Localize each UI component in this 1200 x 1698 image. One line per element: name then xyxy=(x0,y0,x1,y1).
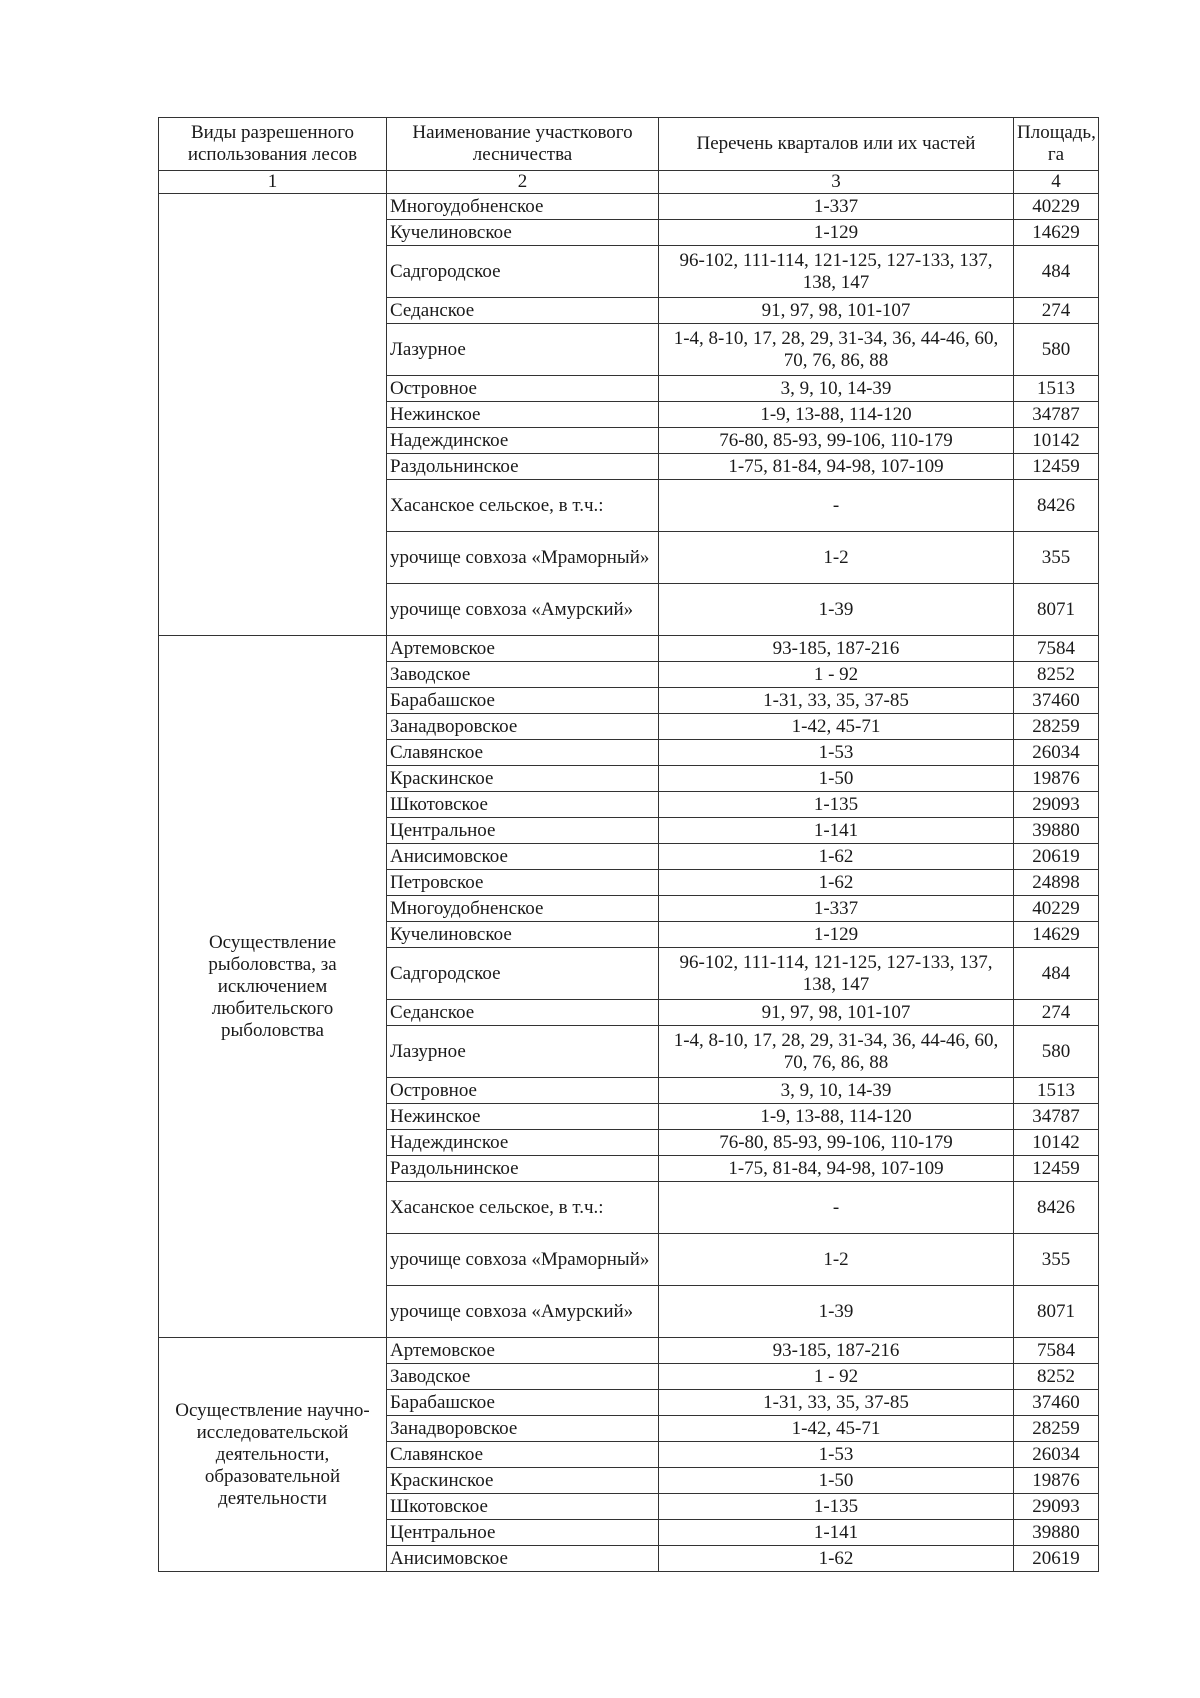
area-cell: 19876 xyxy=(1014,1468,1099,1494)
forestry-name-cell: Заводское xyxy=(387,1364,659,1390)
area-cell: 8252 xyxy=(1014,1364,1099,1390)
area-cell: 1513 xyxy=(1014,1078,1099,1104)
quarters-cell: 1-75, 81-84, 94-98, 107-109 xyxy=(659,454,1014,480)
area-cell: 26034 xyxy=(1014,740,1099,766)
area-cell: 37460 xyxy=(1014,688,1099,714)
area-cell: 7584 xyxy=(1014,1338,1099,1364)
quarters-cell: 1-4, 8-10, 17, 28, 29, 31-34, 36, 44-46, 60, 70, 76, 86, 88 xyxy=(659,324,1014,376)
quarters-cell: 1-62 xyxy=(659,844,1014,870)
quarters-cell: 93-185, 187-216 xyxy=(659,636,1014,662)
area-cell: 8426 xyxy=(1014,1182,1099,1234)
column-number: 1 xyxy=(159,171,387,194)
table-body xyxy=(159,194,1099,1572)
area-cell: 355 xyxy=(1014,1234,1099,1286)
forestry-name-cell: Многоудобненское xyxy=(387,194,659,220)
forestry-name-cell: Петровское xyxy=(387,870,659,896)
area-cell: 20619 xyxy=(1014,844,1099,870)
quarters-cell: - xyxy=(659,480,1014,532)
column-number: 3 xyxy=(659,171,1014,194)
area-cell: 39880 xyxy=(1014,1520,1099,1546)
area-cell: 24898 xyxy=(1014,870,1099,896)
area-cell: 8071 xyxy=(1014,584,1099,636)
area-cell: 1513 xyxy=(1014,376,1099,402)
forestry-name-cell: Надеждинское xyxy=(387,428,659,454)
area-cell: 14629 xyxy=(1014,220,1099,246)
area-cell: 274 xyxy=(1014,1000,1099,1026)
usage-type-cell xyxy=(159,194,387,636)
area-cell: 8426 xyxy=(1014,480,1099,532)
forestry-name-cell: Артемовское xyxy=(387,636,659,662)
quarters-cell: 3, 9, 10, 14-39 xyxy=(659,1078,1014,1104)
quarters-cell: 1-53 xyxy=(659,1442,1014,1468)
quarters-cell: 1-31, 33, 35, 37-85 xyxy=(659,688,1014,714)
area-cell: 484 xyxy=(1014,246,1099,298)
usage-type-cell: Осуществление рыболовства, за исключением любительского рыболовства xyxy=(159,636,387,1338)
area-cell: 40229 xyxy=(1014,194,1099,220)
header-area: Площадь, га xyxy=(1014,118,1099,171)
forestry-name-cell: Анисимовское xyxy=(387,844,659,870)
quarters-cell: 3, 9, 10, 14-39 xyxy=(659,376,1014,402)
area-cell: 8252 xyxy=(1014,662,1099,688)
forestry-name-cell: Раздольнинское xyxy=(387,454,659,480)
area-cell: 355 xyxy=(1014,532,1099,584)
area-cell: 34787 xyxy=(1014,1104,1099,1130)
table-row xyxy=(159,194,1099,220)
area-cell: 12459 xyxy=(1014,1156,1099,1182)
forestry-name-cell: Артемовское xyxy=(387,1338,659,1364)
area-cell: 28259 xyxy=(1014,714,1099,740)
forestry-name-cell: Кучелиновское xyxy=(387,220,659,246)
quarters-cell: 1-2 xyxy=(659,532,1014,584)
quarters-cell: 93-185, 187-216 xyxy=(659,1338,1014,1364)
forestry-name-cell: урочище совхоза «Мраморный» xyxy=(387,532,659,584)
table-row xyxy=(159,636,1099,662)
quarters-cell: 1-129 xyxy=(659,220,1014,246)
quarters-cell: 1-9, 13-88, 114-120 xyxy=(659,402,1014,428)
forestry-name-cell: Многоудобненское xyxy=(387,896,659,922)
quarters-cell: 1-129 xyxy=(659,922,1014,948)
quarters-cell: 91, 97, 98, 101-107 xyxy=(659,1000,1014,1026)
quarters-cell: 96-102, 111-114, 121-125, 127-133, 137, 138, 147 xyxy=(659,948,1014,1000)
quarters-cell: 1-135 xyxy=(659,1494,1014,1520)
area-cell: 39880 xyxy=(1014,818,1099,844)
quarters-cell: 76-80, 85-93, 99-106, 110-179 xyxy=(659,1130,1014,1156)
forestry-name-cell: урочище совхоза «Амурский» xyxy=(387,1286,659,1338)
forestry-name-cell: Анисимовское xyxy=(387,1546,659,1572)
area-cell: 29093 xyxy=(1014,792,1099,818)
forestry-name-cell: Славянское xyxy=(387,740,659,766)
quarters-cell: 1-50 xyxy=(659,1468,1014,1494)
forestry-name-cell: Лазурное xyxy=(387,1026,659,1078)
forestry-name-cell: Садгородское xyxy=(387,948,659,1000)
forestry-name-cell: Центральное xyxy=(387,1520,659,1546)
column-number: 2 xyxy=(387,171,659,194)
quarters-cell: 1-42, 45-71 xyxy=(659,1416,1014,1442)
area-cell: 10142 xyxy=(1014,428,1099,454)
quarters-cell: 1-42, 45-71 xyxy=(659,714,1014,740)
forest-quarters-table xyxy=(158,117,1099,1572)
quarters-cell: 1-141 xyxy=(659,818,1014,844)
forestry-name-cell: Барабашское xyxy=(387,688,659,714)
forestry-name-cell: Хасанское сельское, в т.ч.: xyxy=(387,1182,659,1234)
forestry-name-cell: урочище совхоза «Мраморный» xyxy=(387,1234,659,1286)
header-forestry-name: Наименование участкового лесничества xyxy=(387,118,659,171)
quarters-cell: 1-62 xyxy=(659,870,1014,896)
forestry-name-cell: Занадворовское xyxy=(387,714,659,740)
forestry-name-cell: Хасанское сельское, в т.ч.: xyxy=(387,480,659,532)
area-cell: 580 xyxy=(1014,324,1099,376)
area-cell: 19876 xyxy=(1014,766,1099,792)
forestry-name-cell: Краскинское xyxy=(387,766,659,792)
area-cell: 7584 xyxy=(1014,636,1099,662)
forestry-name-cell: Шкотовское xyxy=(387,792,659,818)
quarters-cell: 1-141 xyxy=(659,1520,1014,1546)
quarters-cell: 1-337 xyxy=(659,896,1014,922)
area-cell: 10142 xyxy=(1014,1130,1099,1156)
forestry-name-cell: Нежинское xyxy=(387,402,659,428)
quarters-cell: 1-4, 8-10, 17, 28, 29, 31-34, 36, 44-46, 60, 70, 76, 86, 88 xyxy=(659,1026,1014,1078)
usage-type-cell: Осуществление научно-исследовательской деятельности, образовательной деятельности xyxy=(159,1338,387,1572)
area-cell: 12459 xyxy=(1014,454,1099,480)
forestry-name-cell: Занадворовское xyxy=(387,1416,659,1442)
quarters-cell: 1-75, 81-84, 94-98, 107-109 xyxy=(659,1156,1014,1182)
forestry-name-cell: Нежинское xyxy=(387,1104,659,1130)
area-cell: 28259 xyxy=(1014,1416,1099,1442)
quarters-cell: 76-80, 85-93, 99-106, 110-179 xyxy=(659,428,1014,454)
header-usage-type: Виды разрешенного использования лесов xyxy=(159,118,387,171)
forestry-name-cell: Садгородское xyxy=(387,246,659,298)
quarters-cell: 1 - 92 xyxy=(659,662,1014,688)
header-quarters-list: Перечень кварталов или их частей xyxy=(659,118,1014,171)
forestry-name-cell: урочище совхоза «Амурский» xyxy=(387,584,659,636)
forestry-name-cell: Славянское xyxy=(387,1442,659,1468)
forestry-name-cell: Краскинское xyxy=(387,1468,659,1494)
forestry-name-cell: Раздольнинское xyxy=(387,1156,659,1182)
forestry-name-cell: Кучелиновское xyxy=(387,922,659,948)
area-cell: 29093 xyxy=(1014,1494,1099,1520)
forestry-name-cell: Островное xyxy=(387,1078,659,1104)
area-cell: 274 xyxy=(1014,298,1099,324)
column-number: 4 xyxy=(1014,171,1099,194)
quarters-cell: - xyxy=(659,1182,1014,1234)
quarters-cell: 1-39 xyxy=(659,1286,1014,1338)
forestry-name-cell: Островное xyxy=(387,376,659,402)
forestry-name-cell: Шкотовское xyxy=(387,1494,659,1520)
area-cell: 20619 xyxy=(1014,1546,1099,1572)
quarters-cell: 1-39 xyxy=(659,584,1014,636)
quarters-cell: 1-53 xyxy=(659,740,1014,766)
quarters-cell: 1-31, 33, 35, 37-85 xyxy=(659,1390,1014,1416)
quarters-cell: 1-50 xyxy=(659,766,1014,792)
area-cell: 484 xyxy=(1014,948,1099,1000)
area-cell: 40229 xyxy=(1014,896,1099,922)
quarters-cell: 1-2 xyxy=(659,1234,1014,1286)
quarters-cell: 91, 97, 98, 101-107 xyxy=(659,298,1014,324)
table-row xyxy=(159,1338,1099,1364)
quarters-cell: 1-337 xyxy=(659,194,1014,220)
area-cell: 37460 xyxy=(1014,1390,1099,1416)
area-cell: 14629 xyxy=(1014,922,1099,948)
quarters-cell: 96-102, 111-114, 121-125, 127-133, 137, 138, 147 xyxy=(659,246,1014,298)
area-cell: 26034 xyxy=(1014,1442,1099,1468)
area-cell: 8071 xyxy=(1014,1286,1099,1338)
forestry-name-cell: Центральное xyxy=(387,818,659,844)
area-cell: 34787 xyxy=(1014,402,1099,428)
forestry-name-cell: Заводское xyxy=(387,662,659,688)
quarters-cell: 1-62 xyxy=(659,1546,1014,1572)
quarters-cell: 1-9, 13-88, 114-120 xyxy=(659,1104,1014,1130)
forestry-name-cell: Седанское xyxy=(387,1000,659,1026)
forestry-name-cell: Барабашское xyxy=(387,1390,659,1416)
area-cell: 580 xyxy=(1014,1026,1099,1078)
forestry-name-cell: Надеждинское xyxy=(387,1130,659,1156)
quarters-cell: 1-135 xyxy=(659,792,1014,818)
quarters-cell: 1 - 92 xyxy=(659,1364,1014,1390)
forestry-name-cell: Седанское xyxy=(387,298,659,324)
forestry-name-cell: Лазурное xyxy=(387,324,659,376)
